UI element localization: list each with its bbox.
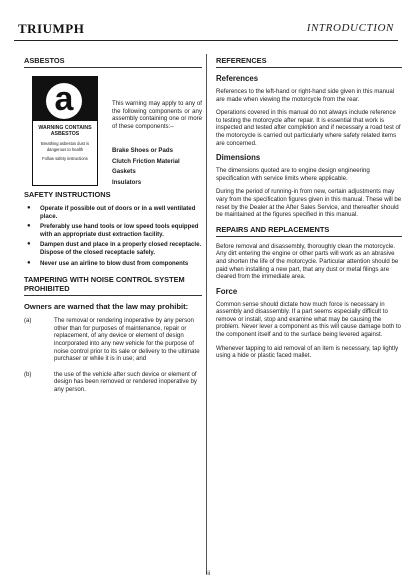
asbestos-a-icon: a bbox=[46, 83, 82, 119]
law-item bbox=[24, 317, 202, 363]
safety-item-text: Dampen dust and place in a properly closed receptacle. Dispose of the closed receptacle safely. bbox=[40, 241, 202, 256]
references-heading: REFERENCES bbox=[216, 56, 402, 68]
dimensions-subheading: Dimensions bbox=[216, 153, 261, 163]
column-divider bbox=[206, 54, 207, 574]
component-item: Clutch Friction Material bbox=[112, 157, 180, 165]
right-column bbox=[216, 56, 402, 366]
bullet-icon: ● bbox=[27, 241, 31, 248]
references-paragraph: Operations covered in this manual do not always include reference to testing the motorcycle after repair. It is essential that work is inspected and tested after completion and if necessary a road test of the motorcycle is carried out particularly where safety related items are concerned. bbox=[216, 109, 401, 147]
force-paragraph: Common sense should dictate how much force is necessary in assembly and disassembly. If a part seems especially difficult to remove or install, stop and examine what may be causing the problem. Never lever a component as this will cause damage both to the component itself and to the surface being levered against. bbox=[216, 300, 401, 339]
safety-item bbox=[24, 241, 202, 256]
dimensions-paragraph: The dimensions quoted are to engine design engineering specification with service limits where applicable. bbox=[216, 167, 370, 182]
triumph-logo: TRIUMPH bbox=[18, 21, 85, 36]
repairs-paragraph: Before removal and disassembly, thoroughly clean the motorcycle. Any dirt entering the engine or other parts will work as an abrasive and shorten the life of the motorcycle. Particular attention should be paid when installing a new part, that any dust or metal filings are cleared from the immediate area. bbox=[216, 242, 399, 281]
safety-item bbox=[24, 223, 202, 238]
left-column bbox=[24, 56, 202, 402]
asbestos-symbol bbox=[33, 77, 97, 121]
owners-heading: Owners are warned that the law may prohibit: bbox=[24, 302, 189, 312]
law-item-text: The removal or rendering inoperative by any person other than for purposes of maintenance, repair or replacement, of any device or element of design incorporated into any new vehicle for the purpose of noise control prior to its sale or delivery to the ultimate purchaser or while it is in use; and bbox=[54, 317, 200, 363]
law-item-label: (a) bbox=[24, 317, 32, 325]
bullet-icon: ● bbox=[27, 205, 31, 211]
references-subheading: References bbox=[216, 74, 259, 83]
page-number: iii bbox=[206, 571, 210, 577]
safety-item bbox=[24, 205, 202, 220]
component-item: Gaskets bbox=[112, 168, 136, 175]
badge-follow-text: Follow safety instructions bbox=[42, 155, 88, 161]
safety-item bbox=[24, 260, 202, 268]
safety-list bbox=[24, 205, 202, 267]
page-header bbox=[14, 18, 398, 41]
asbestos-warning-text: This warning may apply to any of the following components or any assembly containing one or more of these components:– bbox=[112, 100, 202, 130]
bullet-icon: ● bbox=[27, 223, 31, 230]
asbestos-block bbox=[24, 74, 202, 186]
badge-warning-text: WARNING CONTAINS ASBESTOS bbox=[38, 125, 92, 138]
force-subheading: Force bbox=[216, 286, 238, 296]
law-item-text: the use of the vehicle after such device or element of design has been removed or rendered inoperative by any person. bbox=[54, 370, 197, 393]
references-paragraph: References to the left-hand or right-hand side given in this manual are made when viewing the motorcycle from the rear. bbox=[216, 88, 395, 103]
safety-heading: SAFETY INSTRUCTIONS bbox=[24, 190, 111, 199]
safety-item-text: Operate if possible out of doors or in a well ventilated place. bbox=[40, 205, 196, 220]
safety-item-text: Never use an airline to blow dust from components bbox=[40, 259, 189, 267]
component-list bbox=[112, 146, 202, 188]
law-item-label: (b) bbox=[24, 370, 32, 378]
badge-danger-text: Breathing asbestos dust is dangerous to health bbox=[40, 141, 89, 152]
dimensions-paragraph: During the period of running-in from new, certain adjustments may vary from the specification figures given in this manual. These will be reset by the Dealer at the After Sales Service, and thereafter should be maintained at the figures specified in this manual. bbox=[216, 188, 402, 219]
tampering-heading: TAMPERING WITH NOISE CONTROL SYSTEM PROHIBITED bbox=[24, 275, 202, 296]
repairs-heading: REPAIRS AND REPLACEMENTS bbox=[216, 225, 402, 237]
section-title: INTRODUCTION bbox=[306, 22, 394, 34]
safety-item-text: Preferably use hand tools or low speed tools equipped with an appropriate dust extraction facility. bbox=[40, 223, 199, 238]
asbestos-warning-label bbox=[32, 76, 98, 186]
component-item: Insulators bbox=[112, 178, 142, 186]
law-item bbox=[24, 371, 202, 394]
bullet-icon: ● bbox=[27, 259, 31, 266]
component-item: Brake Shoes or Pads bbox=[112, 147, 173, 154]
asbestos-heading: ASBESTOS bbox=[24, 56, 202, 68]
force-paragraph: Whenever tapping to aid removal of an item is necessary, tap lightly using a hide or plastic faced mallet. bbox=[216, 344, 399, 360]
